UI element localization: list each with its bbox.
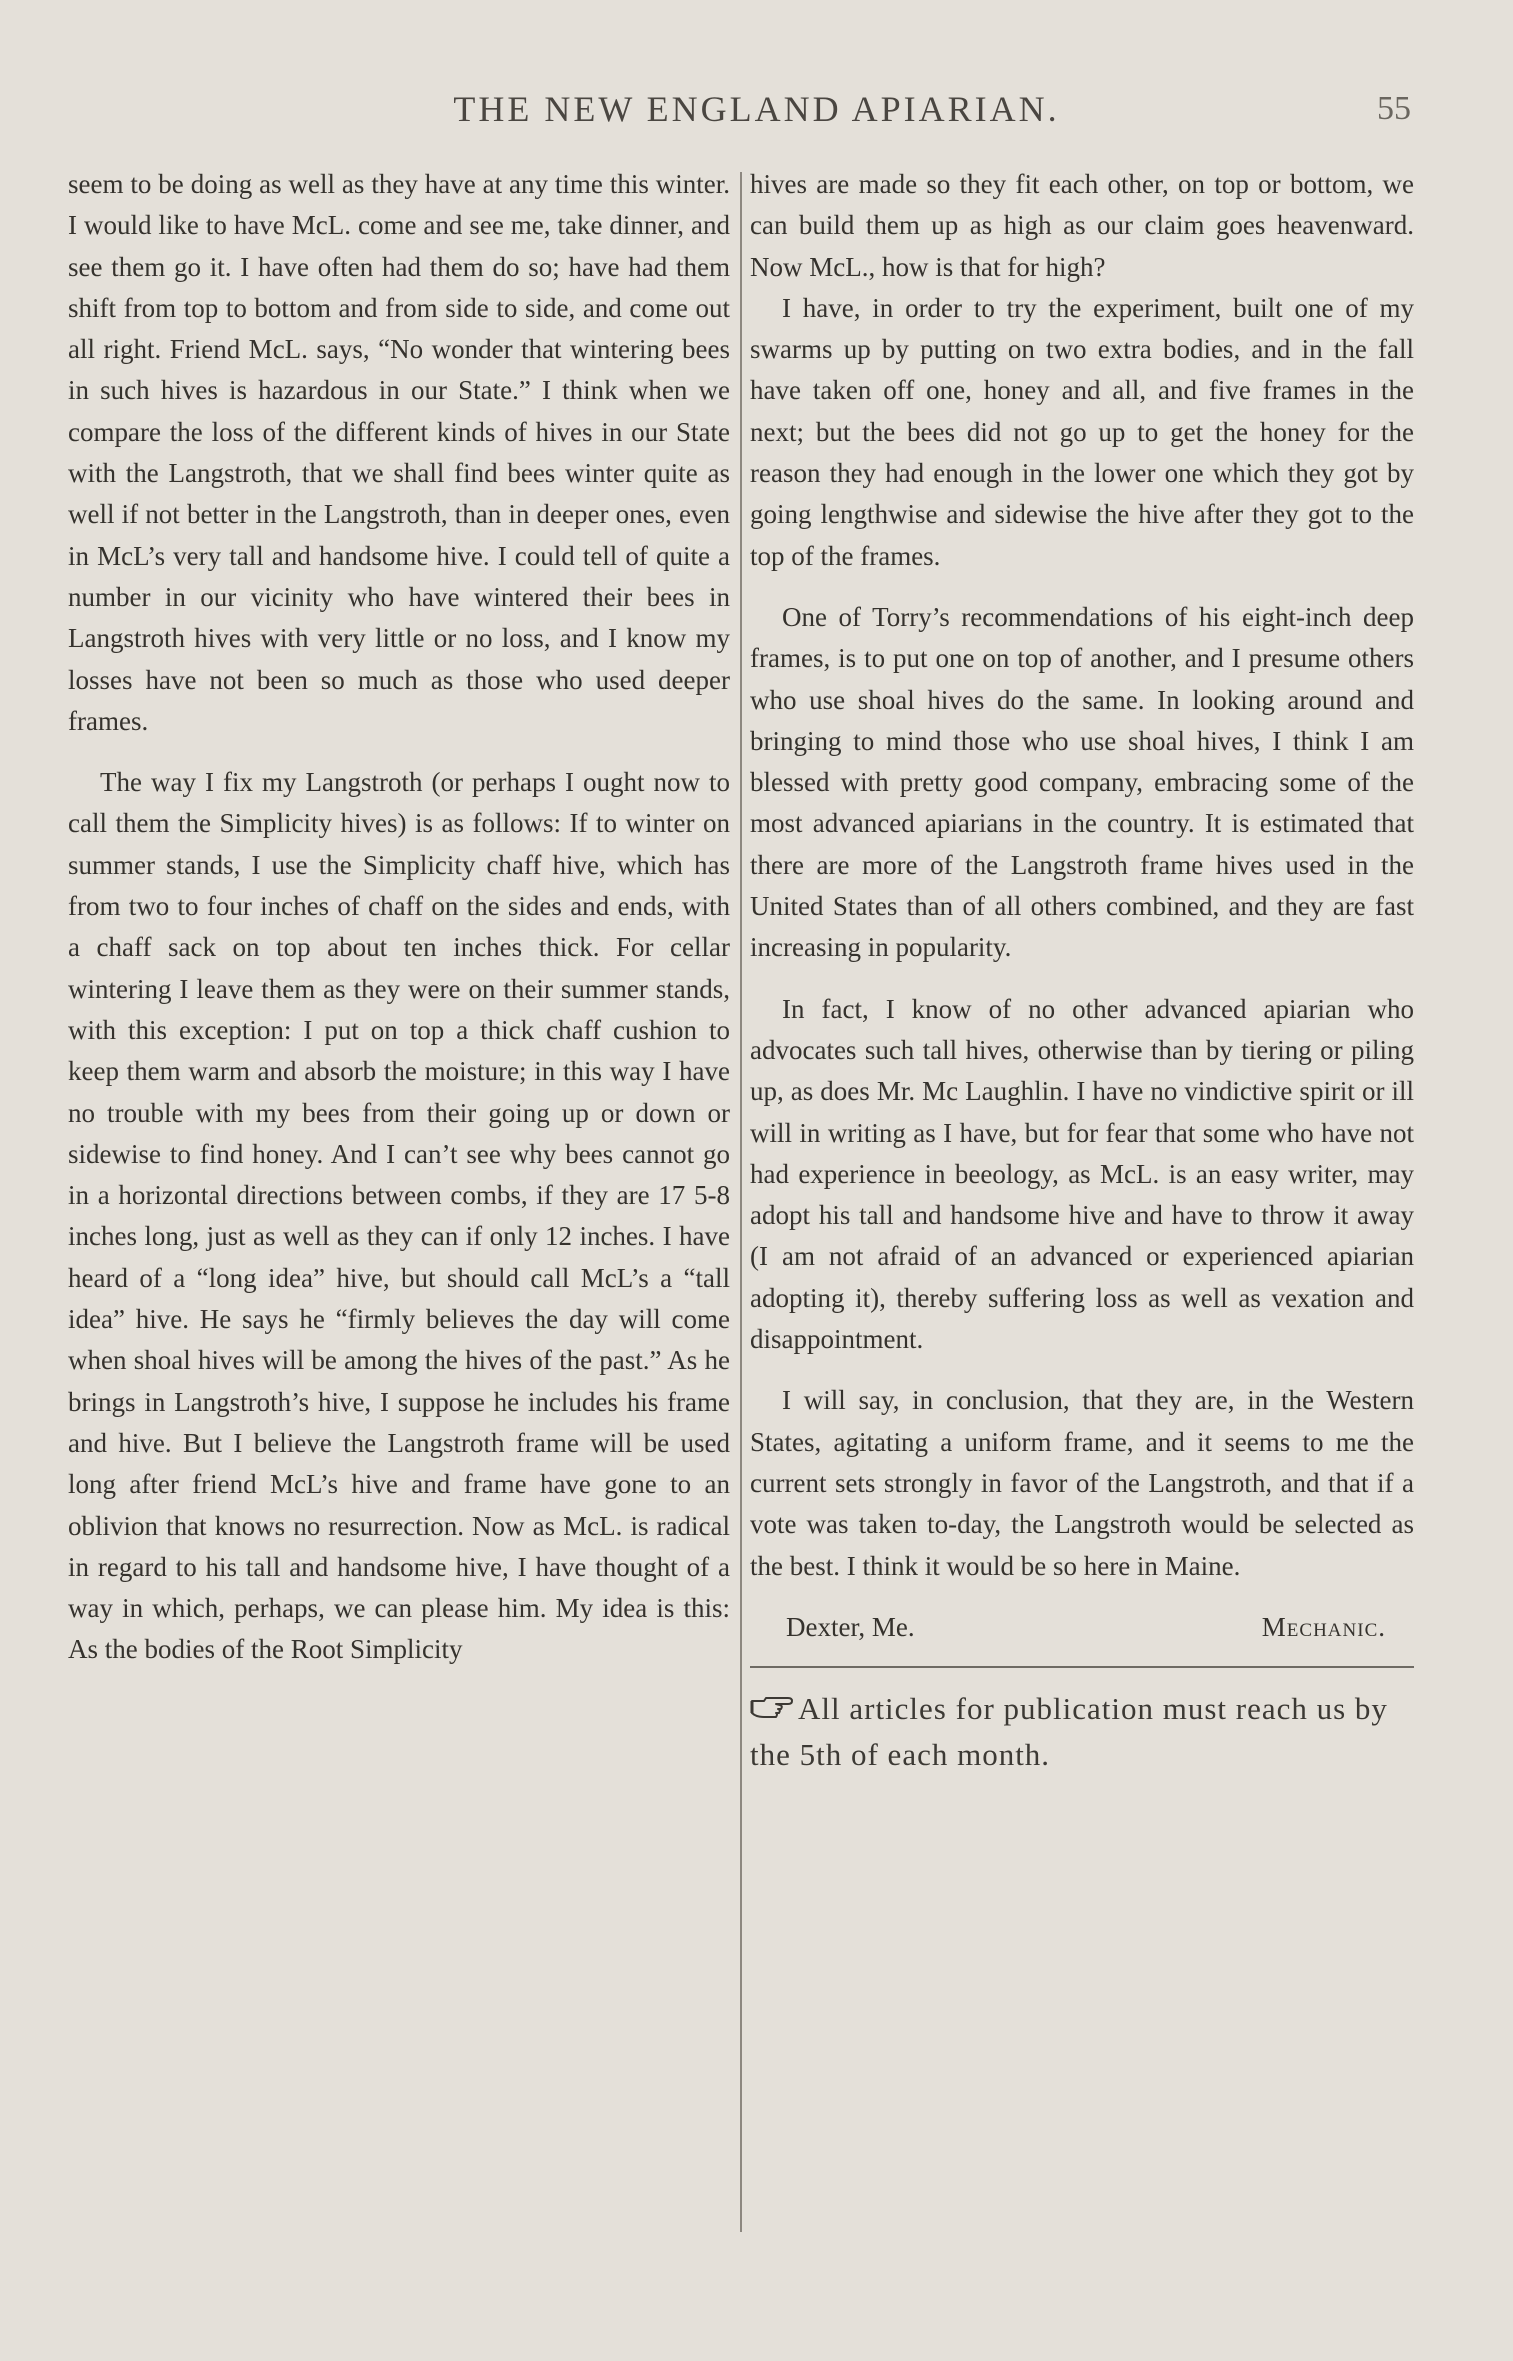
article-paragraph: In fact, I know of no other advanced apiarian who advocates such tall hives, otherwise than by tiering or piling up, as does Mr. Mc Laughlin. I have no vindictive spirit or ill will in writing as I have, but for fear that some who have not had experience in beeology, as McL. is an easy writer, may adopt his tall and handsome hive and have to throw it away (I am not afraid of an advanced or experienced apiarian adopting it), thereby suffering loss as well as vexation and disappointment.	[750, 993, 1414, 1355]
page-header	[0, 88, 1513, 138]
signature-place: Dexter, Me.	[786, 1611, 915, 1642]
article-paragraph: I have, in order to try the experiment, built one of my swarms up by putting on two extra bodies, and in the fall have taken off one, honey and all, and five frames in the next; but the bees did not go up to get the honey for the reason they had enough in the lower one which they got by going lengthwise and sidewise the hive after they got to the top of the frames.	[750, 292, 1414, 571]
running-title: THE NEW ENGLAND APIARIAN.	[453, 89, 1060, 129]
signature-author: Mechanic.	[1261, 1611, 1386, 1642]
article-paragraph: hives are made so they fit each other, on top or bottom, we can build them up as high as our claim goes heavenward. Now McL., how is that for high?	[750, 169, 1414, 282]
column-divider	[740, 172, 742, 2232]
page-number: 55	[1377, 90, 1411, 127]
article-paragraph: I will say, in conclusion, that they are, in the Western States, agitating a uniform frame, and it seems to me the current sets strongly in favor of the Langstroth, and that if a vote was taken to-day, the Langstroth would be selected as the best. I think it would be so here in Maine.	[750, 1385, 1414, 1581]
pointing-hand-icon	[750, 1688, 794, 1714]
article-paragraph: The way I fix my Langstroth (or perhaps I ought now to call them the Simplicity hives) is as follows: If to winter on summer stands, I use the Simplicity chaff hive, which has from two to four inches of chaff on the sides and ends, with a chaff sack on top about ten inches thick. For cellar wintering I leave them as they were on their summer stands, with this exception: I put on top a thick chaff cushion to keep them warm and absorb the moisture; in this way I have no trouble with my bees from their going up or down or sidewise to find honey. And I can’t see why bees cannot go in a horizontal directions between combs, if they are 17 5-8 inches long, just as well as they can if only 12 inches. I have heard of a “long idea” hive, but should call McL’s a “tall idea” hive. He says he “firmly believes the day will come when shoal hives will be among the hives of the past.” As he brings in Langstroth’s hive, I suppose he includes his frame and hive. But I believe the Langstroth frame will be used long after friend McL’s hive and frame have gone to an oblivion that knows no resurrection. Now as McL. is radical in regard to his tall and handsome hive, I have thought of a way in which, perhaps, we can please him. My idea is this: As the bodies of the Root Simplicity	[68, 767, 730, 1665]
right-column	[750, 164, 1414, 1778]
notice-text: All articles for publication must reach us by the 5th of each month.	[750, 1691, 1388, 1773]
publication-notice	[750, 1686, 1414, 1778]
left-column	[68, 164, 730, 1671]
article-paragraph: One of Torry’s recommendations of his eight-inch deep frames, is to put one on top of another, and I presume others who use shoal hives do the same. In looking around and bringing to mind those who use shoal hives, I think I am blessed with pretty good company, embracing some of the most advanced apiarians in the country. It is estimated that there are more of the Langstroth frame hives used in the United States than of all others combined, and they are fast increasing in popularity.	[750, 601, 1414, 963]
article-paragraph: seem to be doing as well as they have at any time this winter. I would like to have McL. come and see me, take dinner, and see them go it. I have often had them do so; have had them shift from top to bottom and from side to side, and come out all right. Friend McL. says, “No wonder that wintering bees in such hives is hazardous in our State.” I think when we compare the loss of the different kinds of hives in our State with the Langstroth, that we shall find bees winter quite as well if not better in the Langstroth, than in deeper ones, even in McL’s very tall and handsome hive. I could tell of quite a number in our vicinity who have wintered their bees in Langstroth hives with very little or no loss, and I know my losses have not been so much as those who used deeper frames.	[68, 169, 730, 736]
signature-line	[750, 1607, 1414, 1648]
section-rule	[750, 1666, 1414, 1668]
